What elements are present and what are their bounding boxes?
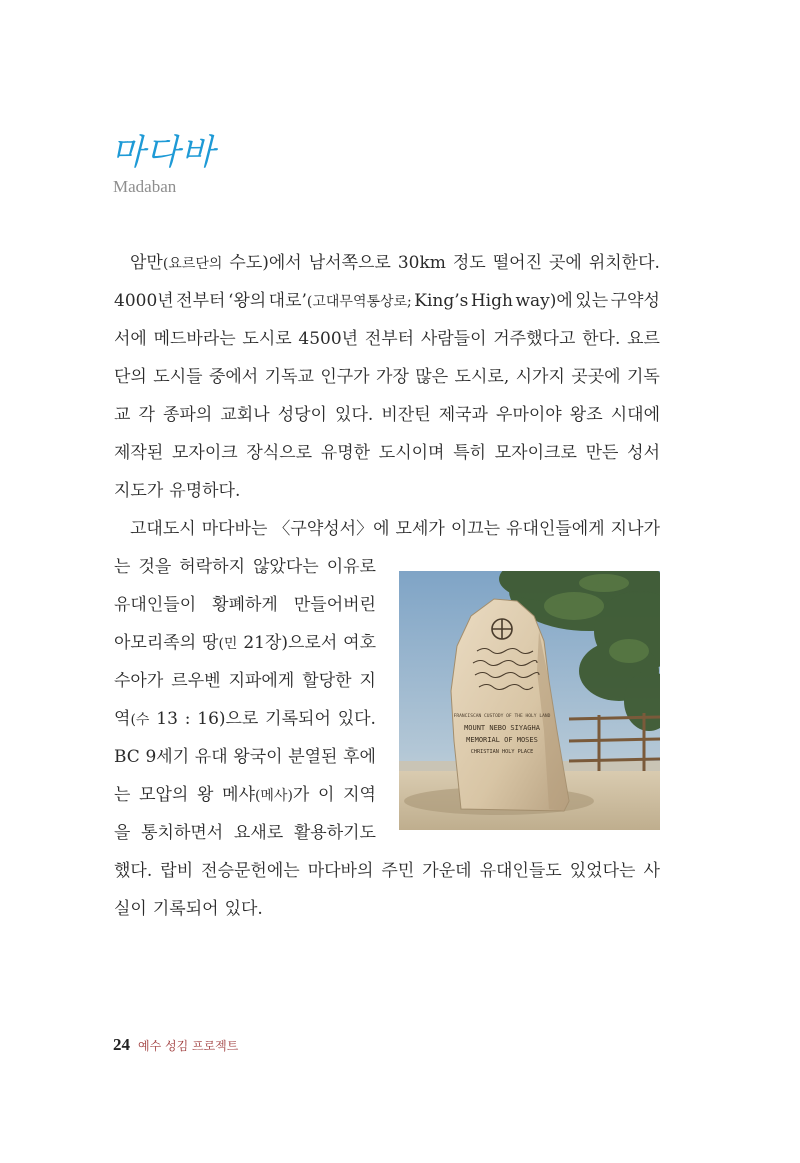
word: 고대도시 xyxy=(130,519,196,539)
word: 활용하기도 xyxy=(293,823,376,843)
word: 13 xyxy=(156,709,178,729)
word: 암만(요르단의 xyxy=(130,253,223,273)
word: 정도 xyxy=(452,253,486,273)
word: 사 xyxy=(643,861,660,881)
word: 르우벤 xyxy=(171,671,221,691)
word: 수아가 xyxy=(114,671,164,691)
word: 도시이며 xyxy=(378,443,445,463)
book-title: 예수 성김 프로젝트 xyxy=(138,1039,239,1053)
word: 인구가 xyxy=(320,367,370,387)
word: 있었다는 xyxy=(569,861,636,881)
word: 수도)에서 xyxy=(229,253,302,273)
stone-line-3: CHRISTIAN HOLY PLACE xyxy=(470,749,534,755)
word: 대로’(고대무역통상로; xyxy=(268,291,412,311)
mount-nebo-memorial-photo xyxy=(399,571,660,830)
word: 만들어버린 xyxy=(293,595,376,615)
word: 실이 xyxy=(114,899,147,919)
word: ‘왕의 xyxy=(227,291,267,311)
word: 서에 xyxy=(114,329,147,349)
word: 교회나 xyxy=(220,405,270,425)
word: 모압의 xyxy=(139,785,189,805)
word: 비잔틴 xyxy=(381,405,431,425)
page-subtitle: Madaban xyxy=(113,177,177,196)
text-line xyxy=(114,897,660,921)
text-line xyxy=(114,783,376,808)
word: 는 xyxy=(114,785,131,805)
text-line xyxy=(114,631,376,656)
text-line xyxy=(114,327,660,351)
word: 제국과 xyxy=(438,405,488,425)
word: 유대 xyxy=(194,747,228,767)
word: 〈구약성서〉에 xyxy=(273,519,390,539)
word: King’s xyxy=(414,291,469,311)
word: 유대인들도 xyxy=(479,861,562,881)
word: 는 xyxy=(114,557,131,577)
word: 할당한 xyxy=(302,671,352,691)
word: 땅(민 xyxy=(202,633,238,653)
word: 메샤(메사)가 xyxy=(222,785,310,805)
word: 도시로, xyxy=(454,367,510,387)
text-line xyxy=(114,745,376,769)
word: 있다. xyxy=(337,709,376,729)
word: 기독교 xyxy=(264,367,314,387)
text-line xyxy=(114,479,660,503)
word: 모자이크 xyxy=(171,443,238,463)
word: 21장)으로서 xyxy=(243,633,338,653)
word: : xyxy=(184,709,191,729)
stone-line-2: MEMORIAL OF MOSES xyxy=(466,736,538,744)
word: 역(수 xyxy=(114,709,150,729)
word: 특히 xyxy=(453,443,487,463)
stone-small-text: FRANCISCAN CUSTODY OF THE HOLY LAND xyxy=(453,714,551,719)
text-line xyxy=(114,289,660,314)
word: 모세가 xyxy=(395,519,445,539)
page-number: 24 xyxy=(113,1035,130,1054)
word: 마다바의 xyxy=(307,861,374,881)
stone-line-1: MOUNT NEBO SIYAGHA xyxy=(464,724,540,732)
word: High xyxy=(470,291,513,311)
word: 분열된 xyxy=(288,747,338,767)
word: 성서 xyxy=(627,443,660,463)
word: 가운데 xyxy=(422,861,472,881)
word: 지 xyxy=(359,671,376,691)
word: 유명한 xyxy=(320,443,371,463)
word: 지나가 xyxy=(610,519,660,539)
word: 장식으로 xyxy=(246,443,313,463)
word: 우마이야 xyxy=(496,405,562,425)
word: 메드바라는 xyxy=(153,329,236,349)
word: 왕 xyxy=(197,785,214,805)
word: 성당이 xyxy=(277,405,327,425)
word: 있다. xyxy=(224,899,263,919)
word: 않았다는 xyxy=(253,557,319,577)
word: 허락하지 xyxy=(179,557,245,577)
page-title: 마다바 xyxy=(111,133,216,173)
word: 사람들이 xyxy=(420,329,487,349)
word: 왕국이 xyxy=(233,747,283,767)
word: 4000년 xyxy=(114,291,174,311)
word: 9세기 xyxy=(145,747,190,767)
word: 가장 xyxy=(376,367,409,387)
word: 종파의 xyxy=(163,405,213,425)
text-line xyxy=(114,555,376,579)
word: 것을 xyxy=(138,557,172,577)
word: 마다바는 xyxy=(201,519,268,539)
word: 떨어진 xyxy=(492,253,542,273)
text-line xyxy=(130,517,660,541)
word: 후에 xyxy=(343,747,376,767)
text-line xyxy=(114,441,660,465)
word: 16)으로 xyxy=(197,709,259,729)
text-line xyxy=(114,669,376,693)
word: 기록되어 xyxy=(265,709,331,729)
word: 시가지 xyxy=(515,367,565,387)
word: 이끄는 xyxy=(450,519,501,539)
word: 거주했다고 xyxy=(493,329,576,349)
word: 여호 xyxy=(343,633,376,653)
word: way)에 xyxy=(515,291,573,311)
word: 모자이크로 xyxy=(494,443,577,463)
word: 곳곳에 xyxy=(571,367,621,387)
word: 했다. xyxy=(114,861,153,881)
word: 지역 xyxy=(343,785,376,805)
word: 전부터 xyxy=(364,329,415,349)
word: 있다. xyxy=(335,405,374,425)
word: 교 xyxy=(114,405,131,425)
text-line xyxy=(114,821,376,845)
word: 만든 xyxy=(585,443,619,463)
word: 기독 xyxy=(627,367,660,387)
word: 요새로 xyxy=(233,823,284,843)
word: 을 xyxy=(114,823,131,843)
word: 전부터 xyxy=(176,291,226,311)
word: 중에서 xyxy=(208,367,259,387)
word: 남서쪽으로 xyxy=(308,253,391,273)
word: 왕조 xyxy=(569,405,603,425)
word: 유명하다. xyxy=(169,481,241,501)
text-line xyxy=(130,251,660,276)
word: 유대인들에게 xyxy=(506,519,605,539)
text-line xyxy=(114,593,376,617)
word: 지도가 xyxy=(114,481,164,501)
word: 한다. xyxy=(582,329,621,349)
word: 각 xyxy=(138,405,155,425)
word: 위치한다. xyxy=(588,253,660,273)
word: 황폐하게 xyxy=(212,595,278,615)
word: 유대인들이 xyxy=(114,595,197,615)
word: 지파에게 xyxy=(228,671,295,691)
word: 아모리족의 xyxy=(114,633,197,653)
word: 있는 xyxy=(575,291,609,311)
word: 단의 xyxy=(114,367,147,387)
text-line xyxy=(114,365,660,389)
word: BC xyxy=(114,747,140,767)
word: 랍비 xyxy=(160,861,194,881)
word: 구약성 xyxy=(610,291,660,311)
word: 이유로 xyxy=(326,557,376,577)
word: 시대에 xyxy=(610,405,660,425)
word: 도시로 xyxy=(242,329,292,349)
word: 요르 xyxy=(627,329,660,349)
photo-illustration xyxy=(399,571,660,830)
text-line xyxy=(114,859,660,883)
word: 기록되어 xyxy=(152,899,219,919)
word: 4500년 xyxy=(298,329,359,349)
text-line xyxy=(114,403,660,427)
word: 도시들 xyxy=(153,367,203,387)
word: 곳에 xyxy=(548,253,582,273)
word: 이 xyxy=(318,785,335,805)
word: 제작된 xyxy=(114,443,164,463)
page-footer xyxy=(113,1035,238,1055)
word: 주민 xyxy=(381,861,415,881)
text-line xyxy=(114,707,376,732)
word: 통치하면서 xyxy=(141,823,224,843)
word: 전승문헌에는 xyxy=(201,861,300,881)
word: 30km xyxy=(397,253,446,273)
word: 많은 xyxy=(415,367,449,387)
